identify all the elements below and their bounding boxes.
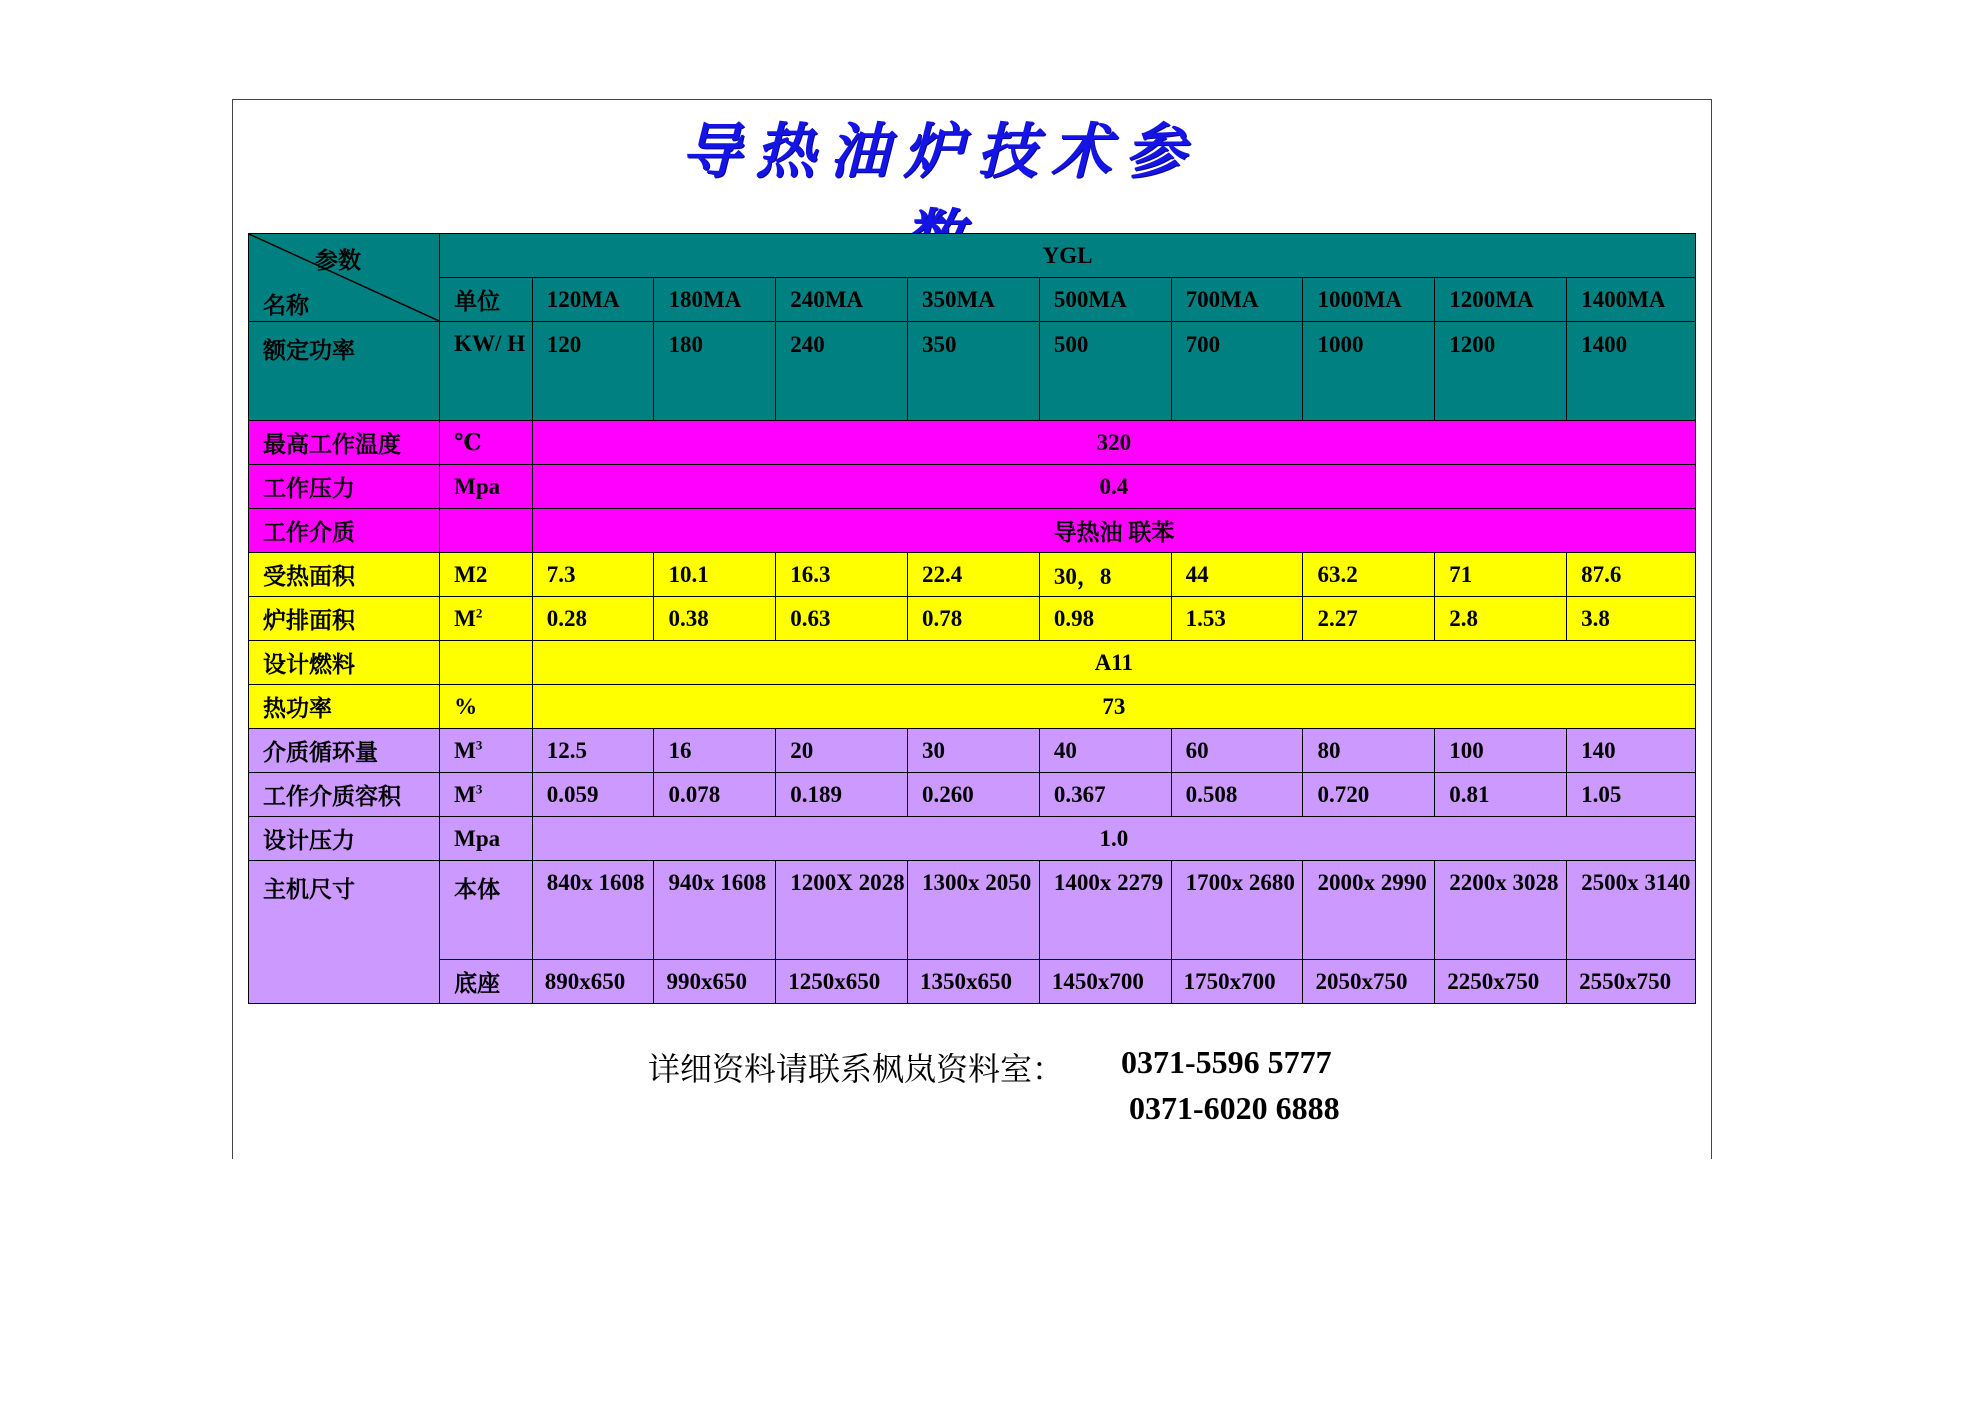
fuel-row <box>249 641 1696 685</box>
merged-value-cell: 0.4 <box>532 465 1695 509</box>
row-unit <box>440 773 533 817</box>
value-cell: 44 <box>1171 553 1303 597</box>
value-cell: 16.3 <box>776 553 908 597</box>
row-label: 热功率 <box>249 685 440 729</box>
value-cell: 0.98 <box>1039 597 1171 641</box>
row-unit <box>440 729 533 773</box>
phone-1: 0371-5596 5777 <box>1121 1044 1332 1080</box>
row-unit: % <box>440 685 533 729</box>
value-cell: 80 <box>1303 729 1435 773</box>
value-cell: 100 <box>1435 729 1567 773</box>
unit-superscript: 3 <box>475 780 483 796</box>
series-header: YGL <box>440 234 1696 278</box>
value-cell: 16 <box>654 729 776 773</box>
value-cell: 20 <box>776 729 908 773</box>
value-cell: 0.260 <box>908 773 1040 817</box>
circulation-row <box>249 729 1696 773</box>
value-cell: 1000 <box>1303 322 1435 421</box>
dimensions-body-row <box>249 861 1696 960</box>
row-label: 额定功率 <box>249 322 440 421</box>
row-unit: M2 <box>440 553 533 597</box>
row-label: 设计压力 <box>249 817 440 861</box>
model-cell: 500MA <box>1039 278 1171 322</box>
value-cell: 1250x650 <box>776 960 908 1004</box>
work_pressure-row <box>249 465 1696 509</box>
value-cell: 63.2 <box>1303 553 1435 597</box>
row-unit: Mpa <box>440 465 533 509</box>
value-cell: 40 <box>1039 729 1171 773</box>
efficiency-row <box>249 685 1696 729</box>
unit-superscript: 3 <box>475 736 483 752</box>
page-title: 导热油炉技术参 <box>681 117 1199 187</box>
unit-superscript: 2 <box>475 604 483 620</box>
volume-row <box>249 773 1696 817</box>
row-label: 工作介质 <box>249 509 440 553</box>
value-cell: 1.05 <box>1567 773 1696 817</box>
medium-row <box>249 509 1696 553</box>
value-cell: 500 <box>1039 322 1171 421</box>
dimensions-base-row <box>249 960 1696 1004</box>
row-label: 受热面积 <box>249 553 440 597</box>
value-cell: 1450x700 <box>1039 960 1171 1004</box>
value-cell: 71 <box>1435 553 1567 597</box>
row-unit: 本体 <box>440 861 533 960</box>
model-cell: 240MA <box>776 278 908 322</box>
value-cell: 990x650 <box>654 960 776 1004</box>
parameters-table <box>248 233 1696 1004</box>
value-cell: 12.5 <box>532 729 654 773</box>
value-cell: 1700x 2680 <box>1171 861 1303 960</box>
value-cell: 2200x 3028 <box>1435 861 1567 960</box>
value-cell: 0.367 <box>1039 773 1171 817</box>
value-cell: 0.078 <box>654 773 776 817</box>
value-cell: 87.6 <box>1567 553 1696 597</box>
row-label: 工作介质容积 <box>249 773 440 817</box>
value-cell: 1.53 <box>1171 597 1303 641</box>
value-cell: 0.189 <box>776 773 908 817</box>
value-cell: 2250x750 <box>1435 960 1567 1004</box>
max_temp-row <box>249 421 1696 465</box>
row-unit <box>440 509 533 553</box>
row-label: 最高工作温度 <box>249 421 440 465</box>
value-cell: 2.8 <box>1435 597 1567 641</box>
design_pressure-row <box>249 817 1696 861</box>
header-param: 参数 <box>315 248 361 273</box>
unit-base: M <box>454 781 476 807</box>
merged-value-cell: 73 <box>532 685 1695 729</box>
model-row <box>249 278 1696 322</box>
value-cell: 0.059 <box>532 773 654 817</box>
value-cell: 940x 1608 <box>654 861 776 960</box>
heat_area-row <box>249 553 1696 597</box>
row-unit <box>440 641 533 685</box>
row-label: 炉排面积 <box>249 597 440 641</box>
value-cell: 0.508 <box>1171 773 1303 817</box>
unit-header: 单位 <box>440 278 533 322</box>
row-unit: ℃ <box>440 421 533 465</box>
value-cell: 0.81 <box>1435 773 1567 817</box>
header-row <box>249 234 1696 278</box>
value-cell: 7.3 <box>532 553 654 597</box>
value-cell: 0.720 <box>1303 773 1435 817</box>
value-cell: 240 <box>776 322 908 421</box>
value-cell: 890x650 <box>532 960 654 1004</box>
unit-base: M <box>454 605 476 631</box>
row-label: 设计燃料 <box>249 641 440 685</box>
footer-text: 详细资料请联系枫岚资料室： <box>648 1051 1065 1087</box>
value-cell: 700 <box>1171 322 1303 421</box>
value-cell: 2500x 3140 <box>1567 861 1696 960</box>
model-cell: 180MA <box>654 278 776 322</box>
model-cell: 120MA <box>532 278 654 322</box>
model-cell: 1400MA <box>1567 278 1696 322</box>
value-cell: 140 <box>1567 729 1696 773</box>
merged-value-cell: 1.0 <box>532 817 1695 861</box>
value-cell: 1200X 2028 <box>776 861 908 960</box>
phone-2: 0371-6020 6888 <box>1129 1090 1340 1126</box>
unit-base: M <box>454 737 476 763</box>
diagonal-header-cell <box>249 234 440 322</box>
value-cell: 1750x700 <box>1171 960 1303 1004</box>
value-cell: 1350x650 <box>908 960 1040 1004</box>
row-label: 工作压力 <box>249 465 440 509</box>
row-label: 介质循环量 <box>249 729 440 773</box>
row-unit <box>440 597 533 641</box>
value-cell: 10.1 <box>654 553 776 597</box>
value-cell: 840x 1608 <box>532 861 654 960</box>
value-cell: 2.27 <box>1303 597 1435 641</box>
value-cell: 2050x750 <box>1303 960 1435 1004</box>
value-cell: 0.28 <box>532 597 654 641</box>
row-unit: KW/ H <box>440 322 533 421</box>
value-cell: 0.38 <box>654 597 776 641</box>
merged-value-cell: 导热油 联苯 <box>532 509 1695 553</box>
value-cell: 2550x750 <box>1567 960 1696 1004</box>
value-cell: 1200 <box>1435 322 1567 421</box>
header-name: 名称 <box>263 293 309 318</box>
merged-value-cell: A11 <box>532 641 1695 685</box>
value-cell: 60 <box>1171 729 1303 773</box>
value-cell: 350 <box>908 322 1040 421</box>
value-cell: 1400x 2279 <box>1039 861 1171 960</box>
row-unit: Mpa <box>440 817 533 861</box>
value-cell: 2000x 2990 <box>1303 861 1435 960</box>
value-cell: 180 <box>654 322 776 421</box>
value-cell: 22.4 <box>908 553 1040 597</box>
row-unit: 底座 <box>440 960 533 1004</box>
value-cell: 1400 <box>1567 322 1696 421</box>
model-cell: 1200MA <box>1435 278 1567 322</box>
model-cell: 1000MA <box>1303 278 1435 322</box>
model-cell: 700MA <box>1171 278 1303 322</box>
power-row <box>249 322 1696 421</box>
value-cell: 3.8 <box>1567 597 1696 641</box>
value-cell: 1300x 2050 <box>908 861 1040 960</box>
row-label: 主机尺寸 <box>249 861 440 1004</box>
value-cell: 30，8 <box>1039 553 1171 597</box>
value-cell: 0.63 <box>776 597 908 641</box>
grate_area-row <box>249 597 1696 641</box>
merged-value-cell: 320 <box>532 421 1695 465</box>
model-cell: 350MA <box>908 278 1040 322</box>
value-cell: 30 <box>908 729 1040 773</box>
value-cell: 0.78 <box>908 597 1040 641</box>
value-cell: 120 <box>532 322 654 421</box>
